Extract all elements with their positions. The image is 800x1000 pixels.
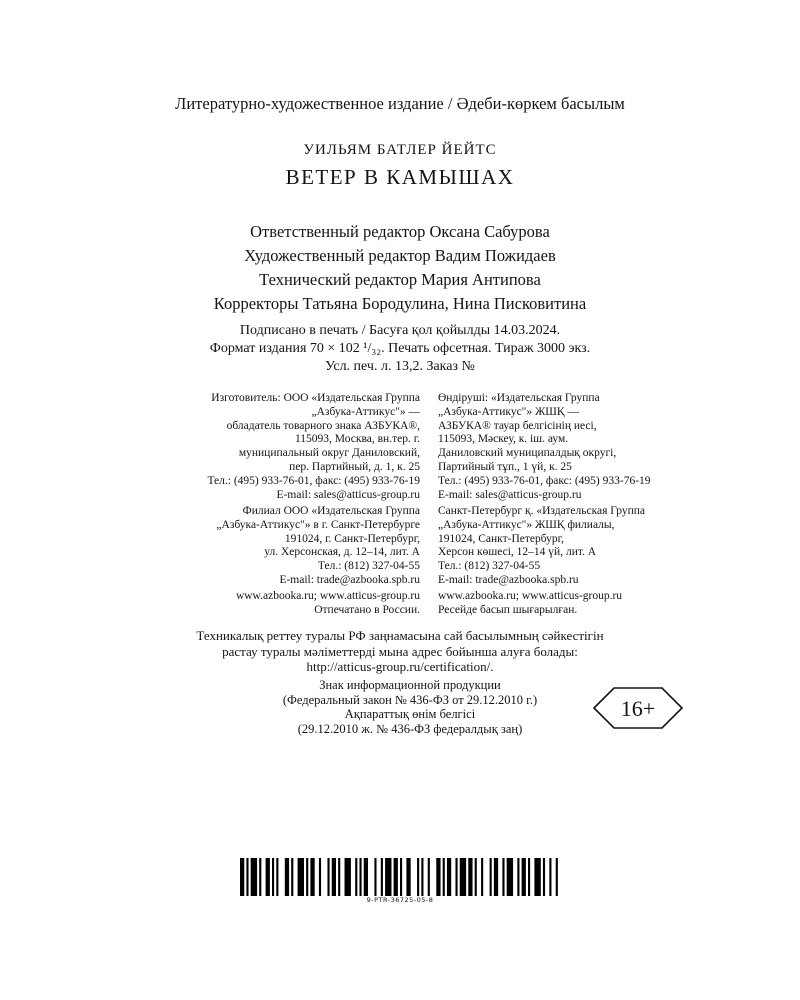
branch-ru-line: ул. Херсонская, д. 12–14, лит. А — [264, 546, 420, 559]
barcode-bar — [543, 858, 545, 896]
barcode-bar — [490, 858, 492, 896]
info-mark-line: Знак информационной продукции — [319, 678, 501, 692]
branch-ru — [130, 505, 420, 588]
print-line: Формат издания 70 × 102 ¹/₃₂. Печать офсетная. Тираж 3000 экз. — [209, 341, 591, 356]
barcode — [240, 858, 560, 896]
manufacturer-ru-line: Тел.: (495) 933-76-01, факс: (495) 933-76-19 — [207, 474, 420, 487]
barcode-bar — [556, 858, 558, 896]
print-line: Подписано в печать / Басуға қол қойылды 14.03.2024. — [239, 323, 561, 338]
info-mark-line: Ақпараттық өнім белгісі — [344, 707, 476, 721]
edition-type: Литературно-художественное издание / Әдеби-көркем басылым — [175, 94, 625, 113]
branch-ru-line: E-mail: trade@azbooka.spb.ru — [279, 573, 420, 586]
barcode-bar — [468, 858, 472, 896]
manufacturer-ru-line: обладатель товарного знака АЗБУКА®, — [226, 419, 420, 432]
book-author: УИЛЬЯМ БАТЛЕР ЙЕЙТС — [303, 142, 497, 158]
manufacturer-ru-line: Изготовитель: ООО «Издательская Группа — [211, 392, 420, 404]
manufacturer-ru-line: пер. Партийный, д. 1, к. 25 — [289, 460, 420, 473]
manufacturer-kz-line: 115093, Мәскеу, к. іш. аум. — [438, 433, 569, 446]
barcode-bar — [259, 858, 261, 896]
manufacturer-kz-line: Партийный тұп., 1 үй, к. 25 — [438, 460, 572, 473]
barcode-bar — [385, 858, 391, 896]
manufacturer-ru — [130, 392, 420, 502]
barcode-bar — [345, 858, 351, 896]
manufacturer-ru-line: „Азбука-Аттикус"» — — [311, 405, 420, 418]
book-title: ВЕТЕР В КАМЫШАХ — [285, 165, 515, 189]
print-line: Усл. печ. л. 13,2. Заказ № — [325, 359, 475, 374]
barcode-bar — [327, 858, 329, 896]
age-rating-text: 16+ — [620, 696, 656, 721]
branch-kz-line: Тел.: (812) 327-04-55 — [438, 560, 541, 573]
branch-kz-line: „Азбука-Аттикус"» ЖШҚ филиалы, — [438, 518, 615, 531]
info-mark-line: (29.12.2010 ж. № 436-ФЗ федералдық заң) — [297, 721, 523, 736]
barcode-bar — [240, 858, 244, 896]
barcode-bar — [455, 858, 457, 896]
web-kz — [438, 590, 738, 618]
barcode-bar — [246, 858, 248, 896]
info-product-mark — [230, 678, 590, 736]
barcode-bar — [298, 858, 304, 896]
branch-ru-line: Филиал ООО «Издательская Группа — [242, 505, 420, 517]
barcode-bar — [359, 858, 361, 896]
info-mark-line: (Федеральный закон № 436-ФЗ от 29.12.2010 г.) — [282, 692, 538, 707]
barcode-bar — [355, 858, 357, 896]
barcode-bar — [406, 858, 410, 896]
barcode-bar — [394, 858, 398, 896]
branch-kz-line: Санкт-Петербург қ. «Издательская Группа — [438, 505, 645, 517]
barcode-bar — [381, 858, 383, 896]
manufacturer-kz-line: Өндіруші: «Издательская Группа — [438, 392, 600, 404]
barcode-bar — [291, 858, 293, 896]
technical-regulation — [0, 628, 800, 675]
branch-ru-line: Тел.: (812) 327-04-55 — [317, 560, 420, 573]
barcode-bar — [374, 858, 376, 896]
barcode-bar — [338, 858, 340, 896]
barcode-bar — [528, 858, 530, 896]
barcode-bar — [400, 858, 402, 896]
barcode-bar — [517, 858, 519, 896]
barcode-bar — [443, 858, 445, 896]
manufacturer-kz-line: „Азбука-Аттикус"» ЖШҚ — — [438, 405, 579, 418]
staff-line: Корректоры Татьяна Бородулина, Нина Писковитина — [213, 294, 587, 313]
barcode-bar — [507, 858, 513, 896]
manufacturer-ru-line: E-mail: sales@atticus-group.ru — [276, 488, 420, 501]
barcode-bar — [319, 858, 321, 896]
technical-regulation-line: http://atticus-group.ru/certification/. — [306, 659, 494, 674]
technical-regulation-line: растау туралы мәліметтерді мына адрес бойынша алуға болады: — [222, 643, 578, 659]
branch-kz-line: 191024, Санкт-Петербург, — [438, 532, 564, 545]
branch-ru-line: „Азбука-Аттикус"» в г. Санкт-Петербурге — [216, 518, 420, 531]
barcode-bar — [421, 858, 423, 896]
barcode-bar — [494, 858, 498, 896]
barcode-bar — [481, 858, 483, 896]
barcode-bar — [266, 858, 270, 896]
barcode-bar — [310, 858, 314, 896]
branch-kz-line: Херсон көшесі, 12–14 үй, лит. А — [438, 546, 597, 559]
manufacturer-kz-line: E-mail: sales@atticus-group.ru — [438, 488, 582, 501]
age-rating-badge — [592, 686, 684, 730]
manufacturer-kz-line: АЗБУКА® тауар белгісінің иесі, — [438, 419, 597, 432]
web-kz-line: Ресейде басып шығарылған. — [438, 603, 578, 616]
barcode-bar — [428, 858, 430, 896]
staff-line: Ответственный редактор Оксана Сабурова — [250, 222, 550, 241]
barcode-bar — [332, 858, 336, 896]
barcode-bar — [272, 858, 274, 896]
barcode-bar — [475, 858, 477, 896]
web-ru-line: Отпечатано в России. — [314, 603, 420, 616]
technical-regulation-line: Техникалық реттеу туралы РФ заңнамасына сай басылымның сәйкестігін — [196, 628, 604, 643]
manufacturer-kz — [438, 392, 738, 502]
barcode-bar — [276, 858, 278, 896]
branch-ru-line: 191024, г. Санкт-Петербург, — [284, 532, 420, 545]
manufacturer-ru-line: муниципальный округ Даниловский, — [238, 447, 420, 460]
barcode-bar — [251, 858, 257, 896]
barcode-bar — [364, 858, 368, 896]
manufacturer-ru-line: 115093, Москва, вн.тер. г. — [294, 433, 420, 446]
branch-kz — [438, 505, 738, 588]
barcode-bar — [447, 858, 451, 896]
barcode-bar — [460, 858, 466, 896]
barcode-bar — [522, 858, 526, 896]
branch-kz-line: E-mail: trade@azbooka.spb.ru — [438, 573, 579, 586]
barcode-bar — [549, 858, 551, 896]
barcode-bar — [502, 858, 504, 896]
isbn-label: 9-PTR-36725-05-8 — [366, 896, 434, 904]
staff-line: Технический редактор Мария Антипова — [259, 270, 541, 289]
barcode-bar — [306, 858, 308, 896]
barcode-bar — [417, 858, 419, 896]
staff-line: Художественный редактор Вадим Пожидаев — [244, 246, 556, 265]
barcode-bar — [436, 858, 440, 896]
web-kz-line: www.azbooka.ru; www.atticus-group.ru — [438, 590, 623, 602]
barcode-bar — [534, 858, 540, 896]
web-ru — [130, 590, 420, 618]
manufacturer-kz-line: Даниловский муниципалдық округі, — [438, 447, 617, 460]
barcode-bar — [285, 858, 289, 896]
web-ru-line: www.azbooka.ru; www.atticus-group.ru — [235, 590, 420, 602]
manufacturer-kz-line: Тел.: (495) 933-76-01, факс: (495) 933-76-19 — [438, 474, 651, 487]
print-info — [0, 322, 800, 376]
editorial-staff — [0, 220, 800, 316]
